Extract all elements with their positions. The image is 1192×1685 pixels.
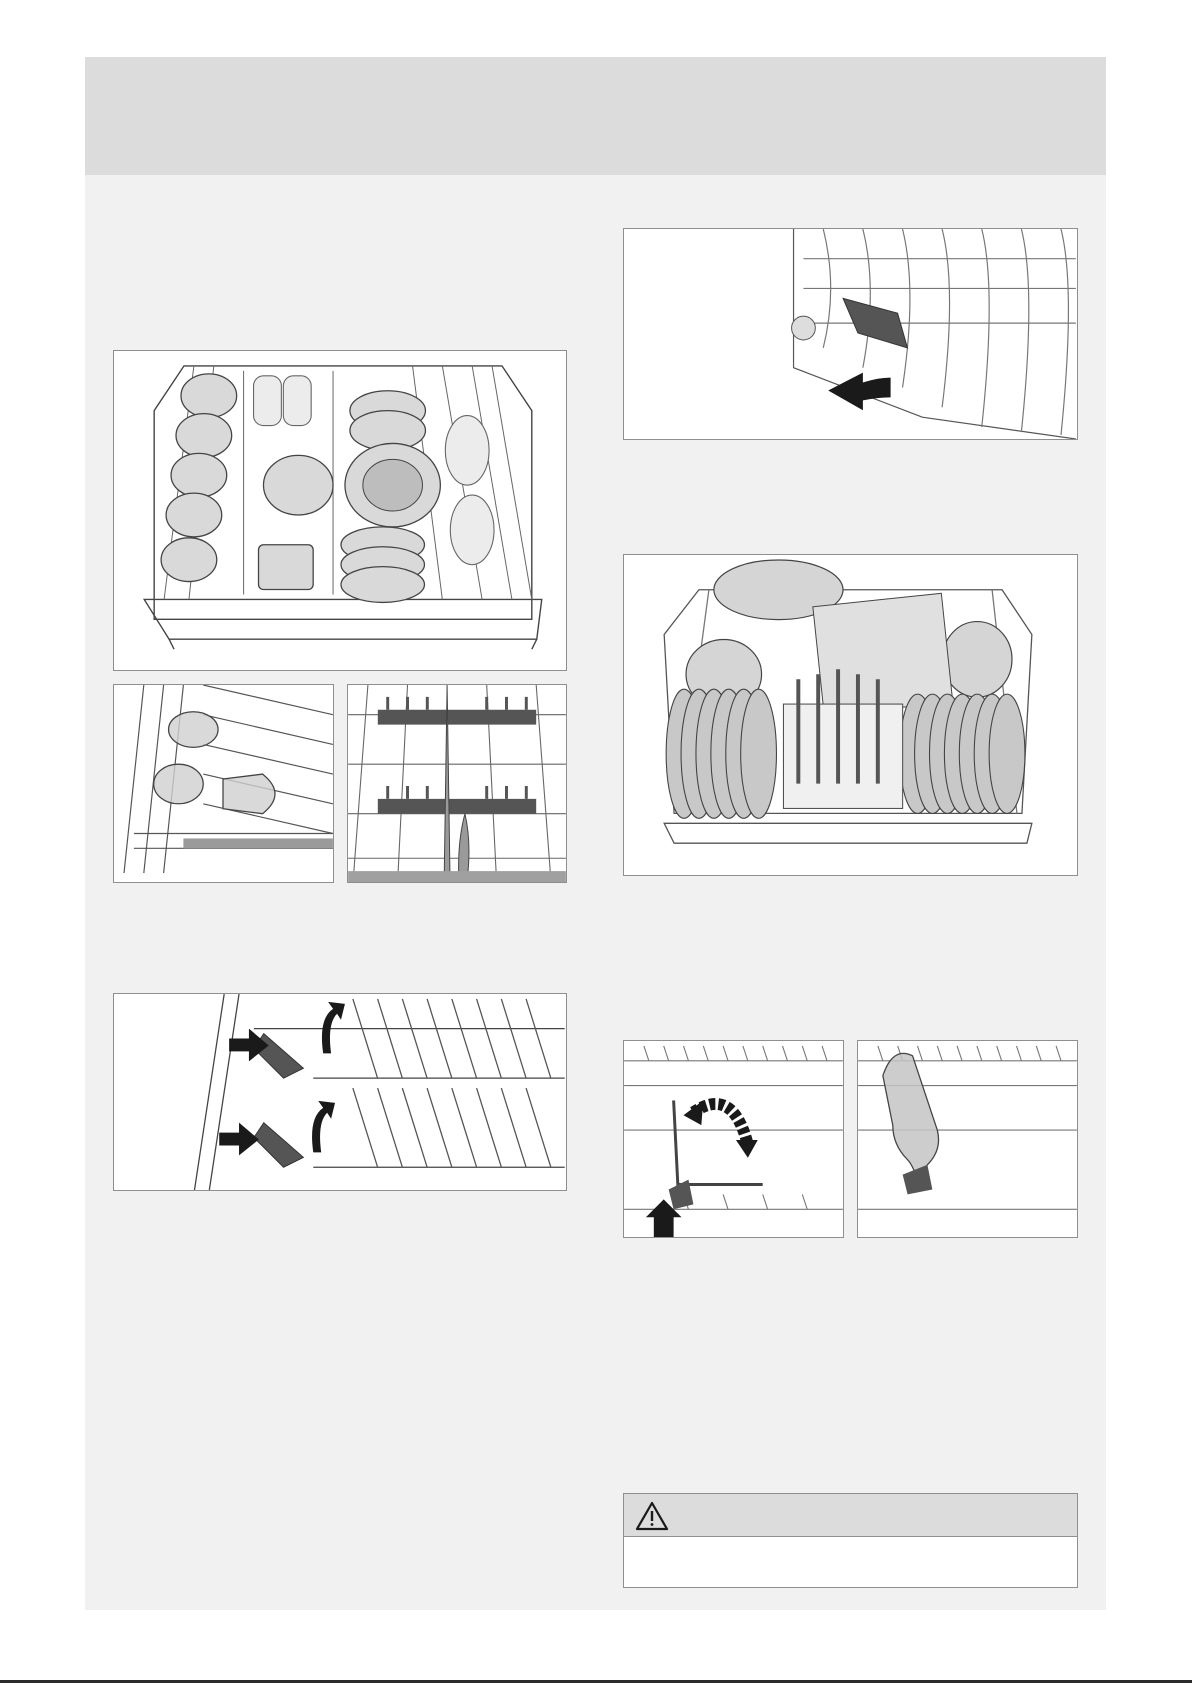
bottle-holder-fold-illustration — [624, 1041, 843, 1237]
bottle-holder-fold-figure — [623, 1040, 844, 1238]
wine-glass-holder-illustration — [114, 685, 333, 882]
knife-rack-illustration — [348, 685, 566, 882]
fold-tines-illustration — [114, 994, 566, 1190]
warning-box — [623, 1493, 1078, 1588]
bottle-holder-in-use-figure — [857, 1040, 1078, 1238]
upper-basket-figure — [113, 350, 567, 671]
warning-header — [624, 1494, 1077, 1537]
rack-height-adjuster-figure — [623, 228, 1078, 440]
fold-tines-figure — [113, 993, 567, 1191]
page-bottom-rule — [0, 1680, 1192, 1683]
lower-basket-figure — [623, 554, 1078, 876]
wine-glass-holder-figure — [113, 684, 334, 883]
warning-text — [624, 1537, 1077, 1588]
knife-rack-figure — [347, 684, 567, 883]
upper-basket-illustration — [114, 351, 566, 670]
header-band — [85, 57, 1106, 175]
warning-triangle-icon — [634, 1500, 670, 1532]
rack-height-adjuster-illustration — [624, 229, 1077, 439]
bottle-holder-in-use-illustration — [858, 1041, 1077, 1237]
lower-basket-illustration — [624, 555, 1077, 875]
